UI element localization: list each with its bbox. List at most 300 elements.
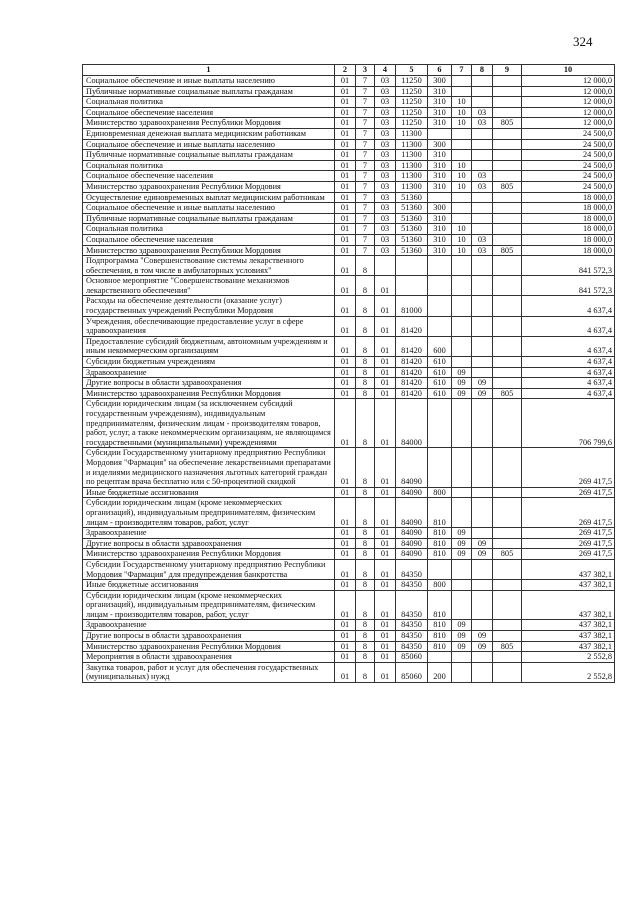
code-subsection-cell: 03 <box>472 118 493 129</box>
code-expense-type-cell: 310 <box>428 118 452 129</box>
header-cell: 3 <box>356 65 375 76</box>
code-subsection-cell: 03 <box>472 107 493 118</box>
code-subprogram-cell: 8 <box>356 357 375 368</box>
code-direction-cell: 84090 <box>396 487 428 498</box>
table-row <box>83 171 615 182</box>
code-ministry-cell <box>493 580 522 591</box>
table-row <box>83 86 615 97</box>
code-section-cell <box>452 203 472 214</box>
code-ministry-cell <box>493 662 522 682</box>
code-subsection-cell <box>472 316 493 336</box>
code-ministry-cell: 805 <box>493 118 522 129</box>
code-expense-type-cell: 810 <box>428 590 452 620</box>
item-name-cell: Социальное обеспечение населения <box>83 234 335 245</box>
code-ministry-cell <box>493 620 522 631</box>
code-direction-cell: 11300 <box>396 160 428 171</box>
item-name-cell: Здравоохранение <box>83 367 335 378</box>
code-subsection-cell <box>472 139 493 150</box>
code-measure-cell: 01 <box>375 378 396 389</box>
code-program-cell: 01 <box>335 181 356 192</box>
code-expense-type-cell: 610 <box>428 378 452 389</box>
code-program-cell: 01 <box>335 448 356 487</box>
code-program-cell: 01 <box>335 213 356 224</box>
code-measure-cell: 01 <box>375 620 396 631</box>
code-direction-cell: 81420 <box>396 378 428 389</box>
table-row <box>83 559 615 579</box>
table-row <box>83 641 615 652</box>
code-subprogram-cell: 8 <box>356 652 375 663</box>
code-expense-type-cell <box>428 296 452 316</box>
code-expense-type-cell: 810 <box>428 641 452 652</box>
code-direction-cell: 11250 <box>396 97 428 108</box>
code-ministry-cell: 805 <box>493 549 522 560</box>
table-row <box>83 203 615 214</box>
code-program-cell: 01 <box>335 498 356 528</box>
code-subprogram-cell: 7 <box>356 245 375 256</box>
code-subprogram-cell: 8 <box>356 620 375 631</box>
code-expense-type-cell <box>428 448 452 487</box>
amount-cell: 706 799,6 <box>522 399 615 448</box>
code-direction-cell <box>396 256 428 276</box>
code-measure-cell: 01 <box>375 559 396 579</box>
code-measure-cell: 01 <box>375 399 396 448</box>
item-name-cell: Иные бюджетные ассигнования <box>83 580 335 591</box>
table-body <box>83 65 615 683</box>
code-program-cell: 01 <box>335 336 356 356</box>
code-expense-type-cell: 810 <box>428 498 452 528</box>
code-ministry-cell <box>493 150 522 161</box>
code-subprogram-cell: 7 <box>356 97 375 108</box>
code-ministry-cell <box>493 213 522 224</box>
code-measure-cell: 03 <box>375 86 396 97</box>
code-program-cell: 01 <box>335 203 356 214</box>
code-subprogram-cell: 8 <box>356 276 375 296</box>
amount-cell: 269 417,5 <box>522 528 615 539</box>
code-ministry-cell <box>493 399 522 448</box>
table-row <box>83 192 615 203</box>
code-section-cell: 10 <box>452 118 472 129</box>
code-measure-cell: 03 <box>375 107 396 118</box>
amount-cell: 18 000,0 <box>522 203 615 214</box>
code-subprogram-cell: 8 <box>356 388 375 399</box>
code-expense-type-cell <box>428 316 452 336</box>
item-name-cell: Публичные нормативные социальные выплаты гражданам <box>83 213 335 224</box>
code-subprogram-cell: 8 <box>356 487 375 498</box>
code-subprogram-cell: 7 <box>356 213 375 224</box>
table-row <box>83 224 615 235</box>
table-row <box>83 549 615 560</box>
code-ministry-cell <box>493 487 522 498</box>
code-program-cell: 01 <box>335 276 356 296</box>
table-row <box>83 128 615 139</box>
code-section-cell <box>452 150 472 161</box>
code-program-cell: 01 <box>335 641 356 652</box>
code-expense-type-cell: 810 <box>428 620 452 631</box>
item-name-cell: Социальное обеспечение и иные выплаты населению <box>83 203 335 214</box>
code-section-cell: 09 <box>452 378 472 389</box>
item-name-cell: Субсидии юридическим лицам (за исключением субсидий государственным учреждениям), индивидуальным предпринимателям, физическим лицам - производителям товаров, работ, услуг, а также некоммерческим организациям, не являющимся государственными (муниципальными) учреждениями <box>83 399 335 448</box>
code-ministry-cell <box>493 139 522 150</box>
code-subprogram-cell: 7 <box>356 160 375 171</box>
code-subsection-cell <box>472 662 493 682</box>
code-direction-cell: 81420 <box>396 367 428 378</box>
code-section-cell <box>452 76 472 87</box>
code-subprogram-cell: 7 <box>356 203 375 214</box>
code-section-cell <box>452 86 472 97</box>
code-section-cell: 10 <box>452 245 472 256</box>
code-program-cell: 01 <box>335 86 356 97</box>
amount-cell: 4 637,4 <box>522 357 615 368</box>
code-program-cell: 01 <box>335 160 356 171</box>
code-subprogram-cell: 8 <box>356 367 375 378</box>
code-subsection-cell <box>472 128 493 139</box>
code-subprogram-cell: 7 <box>356 139 375 150</box>
code-subprogram-cell: 8 <box>356 631 375 642</box>
code-direction-cell: 51360 <box>396 224 428 235</box>
code-section-cell <box>452 192 472 203</box>
code-subsection-cell: 09 <box>472 378 493 389</box>
code-direction-cell: 11250 <box>396 107 428 118</box>
code-measure-cell: 03 <box>375 160 396 171</box>
code-expense-type-cell: 810 <box>428 528 452 539</box>
code-measure-cell: 01 <box>375 580 396 591</box>
code-subsection-cell <box>472 296 493 316</box>
code-expense-type-cell: 310 <box>428 160 452 171</box>
item-name-cell: Единовременная денежная выплата медицинским работникам <box>83 128 335 139</box>
table-row <box>83 620 615 631</box>
code-direction-cell: 84350 <box>396 580 428 591</box>
code-subprogram-cell: 7 <box>356 107 375 118</box>
code-direction-cell: 85060 <box>396 662 428 682</box>
header-cell: 5 <box>396 65 428 76</box>
code-program-cell: 01 <box>335 590 356 620</box>
code-measure-cell: 01 <box>375 641 396 652</box>
code-ministry-cell <box>493 203 522 214</box>
code-expense-type-cell: 310 <box>428 97 452 108</box>
amount-cell: 24 500,0 <box>522 171 615 182</box>
amount-cell: 841 572,3 <box>522 256 615 276</box>
table-row <box>83 580 615 591</box>
code-subsection-cell <box>472 192 493 203</box>
code-direction-cell: 81000 <box>396 296 428 316</box>
table-row <box>83 378 615 389</box>
amount-cell: 269 417,5 <box>522 538 615 549</box>
code-direction-cell: 84090 <box>396 528 428 539</box>
code-expense-type-cell: 310 <box>428 107 452 118</box>
code-expense-type-cell <box>428 256 452 276</box>
code-ministry-cell: 805 <box>493 641 522 652</box>
code-subsection-cell: 09 <box>472 641 493 652</box>
table-row <box>83 336 615 356</box>
code-direction-cell <box>396 276 428 296</box>
item-name-cell: Социальная политика <box>83 97 335 108</box>
amount-cell: 4 637,4 <box>522 316 615 336</box>
code-subsection-cell: 09 <box>472 631 493 642</box>
item-name-cell: Публичные нормативные социальные выплаты гражданам <box>83 150 335 161</box>
code-section-cell: 10 <box>452 181 472 192</box>
code-subsection-cell: 09 <box>472 538 493 549</box>
code-subsection-cell <box>472 357 493 368</box>
code-measure-cell: 01 <box>375 357 396 368</box>
item-name-cell: Здравоохранение <box>83 620 335 631</box>
budget-table <box>82 64 615 683</box>
code-measure-cell: 03 <box>375 245 396 256</box>
code-subprogram-cell: 8 <box>356 580 375 591</box>
amount-cell: 2 552,8 <box>522 652 615 663</box>
code-subprogram-cell: 8 <box>356 336 375 356</box>
code-program-cell: 01 <box>335 388 356 399</box>
code-expense-type-cell: 310 <box>428 224 452 235</box>
code-subsection-cell <box>472 224 493 235</box>
table-row <box>83 662 615 682</box>
code-subprogram-cell: 7 <box>356 171 375 182</box>
code-ministry-cell <box>493 97 522 108</box>
item-name-cell: Другие вопросы в области здравоохранения <box>83 378 335 389</box>
code-measure-cell: 01 <box>375 367 396 378</box>
code-direction-cell: 51360 <box>396 234 428 245</box>
code-program-cell: 01 <box>335 171 356 182</box>
table-row <box>83 399 615 448</box>
code-direction-cell: 84350 <box>396 641 428 652</box>
code-section-cell <box>452 448 472 487</box>
code-measure-cell: 01 <box>375 316 396 336</box>
table-row <box>83 160 615 171</box>
code-measure-cell: 01 <box>375 498 396 528</box>
header-cell: 8 <box>472 65 493 76</box>
code-ministry-cell <box>493 367 522 378</box>
code-direction-cell: 11250 <box>396 86 428 97</box>
code-program-cell: 01 <box>335 224 356 235</box>
code-subprogram-cell: 8 <box>356 256 375 276</box>
item-name-cell: Учреждения, обеспечивающие предоставление услуг в сфере здравоохранения <box>83 316 335 336</box>
code-subsection-cell <box>472 590 493 620</box>
code-section-cell <box>452 296 472 316</box>
code-ministry-cell <box>493 336 522 356</box>
header-cell: 6 <box>428 65 452 76</box>
code-direction-cell: 51360 <box>396 203 428 214</box>
item-name-cell: Социальное обеспечение и иные выплаты населению <box>83 139 335 150</box>
table-row <box>83 357 615 368</box>
table-row <box>83 234 615 245</box>
code-section-cell: 10 <box>452 107 472 118</box>
amount-cell: 4 637,4 <box>522 336 615 356</box>
amount-cell: 4 637,4 <box>522 296 615 316</box>
code-subprogram-cell: 8 <box>356 399 375 448</box>
code-direction-cell: 81420 <box>396 316 428 336</box>
code-program-cell: 01 <box>335 652 356 663</box>
code-ministry-cell <box>493 590 522 620</box>
code-program-cell: 01 <box>335 487 356 498</box>
code-expense-type-cell: 610 <box>428 388 452 399</box>
code-subprogram-cell: 8 <box>356 448 375 487</box>
table-row <box>83 139 615 150</box>
code-section-cell <box>452 580 472 591</box>
amount-cell: 437 382,1 <box>522 559 615 579</box>
code-program-cell: 01 <box>335 378 356 389</box>
item-name-cell: Министерство здравоохранения Республики Мордовия <box>83 118 335 129</box>
code-direction-cell: 84350 <box>396 559 428 579</box>
code-subsection-cell <box>472 448 493 487</box>
amount-cell: 841 572,3 <box>522 276 615 296</box>
amount-cell: 24 500,0 <box>522 139 615 150</box>
code-program-cell: 01 <box>335 139 356 150</box>
code-measure-cell: 03 <box>375 76 396 87</box>
code-ministry-cell <box>493 357 522 368</box>
code-section-cell <box>452 498 472 528</box>
code-subprogram-cell: 8 <box>356 559 375 579</box>
code-program-cell: 01 <box>335 316 356 336</box>
table-row <box>83 76 615 87</box>
code-program-cell: 01 <box>335 367 356 378</box>
amount-cell: 437 382,1 <box>522 641 615 652</box>
code-ministry-cell <box>493 498 522 528</box>
amount-cell: 4 637,4 <box>522 388 615 399</box>
code-subsection-cell: 09 <box>472 549 493 560</box>
code-measure-cell: 03 <box>375 203 396 214</box>
code-subsection-cell <box>472 150 493 161</box>
code-section-cell: 09 <box>452 388 472 399</box>
code-program-cell: 01 <box>335 549 356 560</box>
code-subsection-cell <box>472 160 493 171</box>
header-cell: 2 <box>335 65 356 76</box>
code-subsection-cell: 03 <box>472 245 493 256</box>
code-program-cell: 01 <box>335 118 356 129</box>
code-expense-type-cell: 310 <box>428 213 452 224</box>
code-program-cell: 01 <box>335 76 356 87</box>
code-expense-type-cell: 300 <box>428 76 452 87</box>
code-measure-cell: 01 <box>375 538 396 549</box>
code-section-cell: 09 <box>452 641 472 652</box>
code-subsection-cell <box>472 528 493 539</box>
item-name-cell: Субсидии Государственному унитарному предприятию Республики Мордовия "Фармация" на обеспечение лекарственными препаратами и изделиями медицинского назначения льготных категорий граждан по рецептам врача бесплатно или с 50-процентной скидкой <box>83 448 335 487</box>
amount-cell: 12 000,0 <box>522 107 615 118</box>
header-row <box>83 65 615 76</box>
table-row <box>83 181 615 192</box>
code-section-cell <box>452 276 472 296</box>
code-direction-cell: 85060 <box>396 652 428 663</box>
code-ministry-cell <box>493 192 522 203</box>
table-row <box>83 388 615 399</box>
item-name-cell: Закупка товаров, работ и услуг для обеспечения государственных (муниципальных) нужд <box>83 662 335 682</box>
amount-cell: 24 500,0 <box>522 128 615 139</box>
table-row <box>83 316 615 336</box>
item-name-cell: Мероприятия в области здравоохранения <box>83 652 335 663</box>
item-name-cell: Здравоохранение <box>83 528 335 539</box>
code-section-cell <box>452 662 472 682</box>
code-expense-type-cell: 310 <box>428 234 452 245</box>
code-subprogram-cell: 8 <box>356 549 375 560</box>
code-measure-cell: 03 <box>375 139 396 150</box>
amount-cell: 24 500,0 <box>522 181 615 192</box>
code-measure-cell: 03 <box>375 181 396 192</box>
item-name-cell: Субсидии Государственному унитарному предприятию Республики Мордовия "Фармация" для предупреждения банкротства <box>83 559 335 579</box>
code-subsection-cell <box>472 367 493 378</box>
code-subprogram-cell: 8 <box>356 296 375 316</box>
code-expense-type-cell: 310 <box>428 245 452 256</box>
table-row <box>83 256 615 276</box>
item-name-cell: Министерство здравоохранения Республики Мордовия <box>83 181 335 192</box>
code-program-cell: 01 <box>335 357 356 368</box>
table-row <box>83 150 615 161</box>
amount-cell: 437 382,1 <box>522 631 615 642</box>
code-direction-cell: 11300 <box>396 128 428 139</box>
code-subsection-cell <box>472 97 493 108</box>
item-name-cell: Подпрограмма "Совершенствование системы лекарственного обеспечения, в том числе в амбулаторных условиях" <box>83 256 335 276</box>
code-subprogram-cell: 7 <box>356 234 375 245</box>
code-section-cell: 10 <box>452 171 472 182</box>
code-direction-cell: 81420 <box>396 388 428 399</box>
code-subsection-cell: 03 <box>472 234 493 245</box>
code-ministry-cell <box>493 256 522 276</box>
code-section-cell <box>452 357 472 368</box>
code-expense-type-cell <box>428 276 452 296</box>
code-section-cell: 10 <box>452 234 472 245</box>
code-subsection-cell: 09 <box>472 388 493 399</box>
code-direction-cell: 11300 <box>396 181 428 192</box>
code-direction-cell: 81420 <box>396 336 428 356</box>
code-program-cell: 01 <box>335 620 356 631</box>
code-expense-type-cell: 300 <box>428 139 452 150</box>
code-direction-cell: 51360 <box>396 213 428 224</box>
code-subsection-cell <box>472 213 493 224</box>
code-section-cell: 09 <box>452 631 472 642</box>
item-name-cell: Социальное обеспечение населения <box>83 171 335 182</box>
code-direction-cell: 51360 <box>396 245 428 256</box>
code-section-cell <box>452 316 472 336</box>
code-subsection-cell <box>472 559 493 579</box>
amount-cell: 18 000,0 <box>522 224 615 235</box>
code-direction-cell: 84350 <box>396 631 428 642</box>
header-cell: 9 <box>493 65 522 76</box>
code-program-cell: 01 <box>335 192 356 203</box>
amount-cell: 12 000,0 <box>522 86 615 97</box>
code-expense-type-cell: 600 <box>428 336 452 356</box>
code-program-cell: 01 <box>335 296 356 316</box>
table-row <box>83 296 615 316</box>
table-row <box>83 538 615 549</box>
item-name-cell: Социальная политика <box>83 224 335 235</box>
code-expense-type-cell <box>428 399 452 448</box>
code-expense-type-cell: 310 <box>428 171 452 182</box>
code-subprogram-cell: 7 <box>356 86 375 97</box>
code-ministry-cell <box>493 171 522 182</box>
item-name-cell: Публичные нормативные социальные выплаты гражданам <box>83 86 335 97</box>
table-row <box>83 213 615 224</box>
code-section-cell <box>452 213 472 224</box>
amount-cell: 18 000,0 <box>522 234 615 245</box>
code-expense-type-cell: 310 <box>428 181 452 192</box>
code-expense-type-cell: 810 <box>428 538 452 549</box>
code-program-cell: 01 <box>335 631 356 642</box>
code-subprogram-cell: 7 <box>356 192 375 203</box>
amount-cell: 18 000,0 <box>522 213 615 224</box>
code-section-cell <box>452 128 472 139</box>
code-ministry-cell <box>493 538 522 549</box>
code-measure-cell: 03 <box>375 224 396 235</box>
code-subsection-cell <box>472 399 493 448</box>
amount-cell: 18 000,0 <box>522 192 615 203</box>
item-name-cell: Министерство здравоохранения Республики Мордовия <box>83 549 335 560</box>
code-ministry-cell <box>493 378 522 389</box>
code-expense-type-cell <box>428 128 452 139</box>
code-measure-cell: 01 <box>375 528 396 539</box>
table-row <box>83 245 615 256</box>
code-program-cell: 01 <box>335 97 356 108</box>
code-subprogram-cell: 7 <box>356 128 375 139</box>
code-section-cell <box>452 559 472 579</box>
item-name-cell: Расходы на обеспечение деятельности (оказание услуг) государственных учреждений Республики Мордовия <box>83 296 335 316</box>
code-ministry-cell <box>493 107 522 118</box>
